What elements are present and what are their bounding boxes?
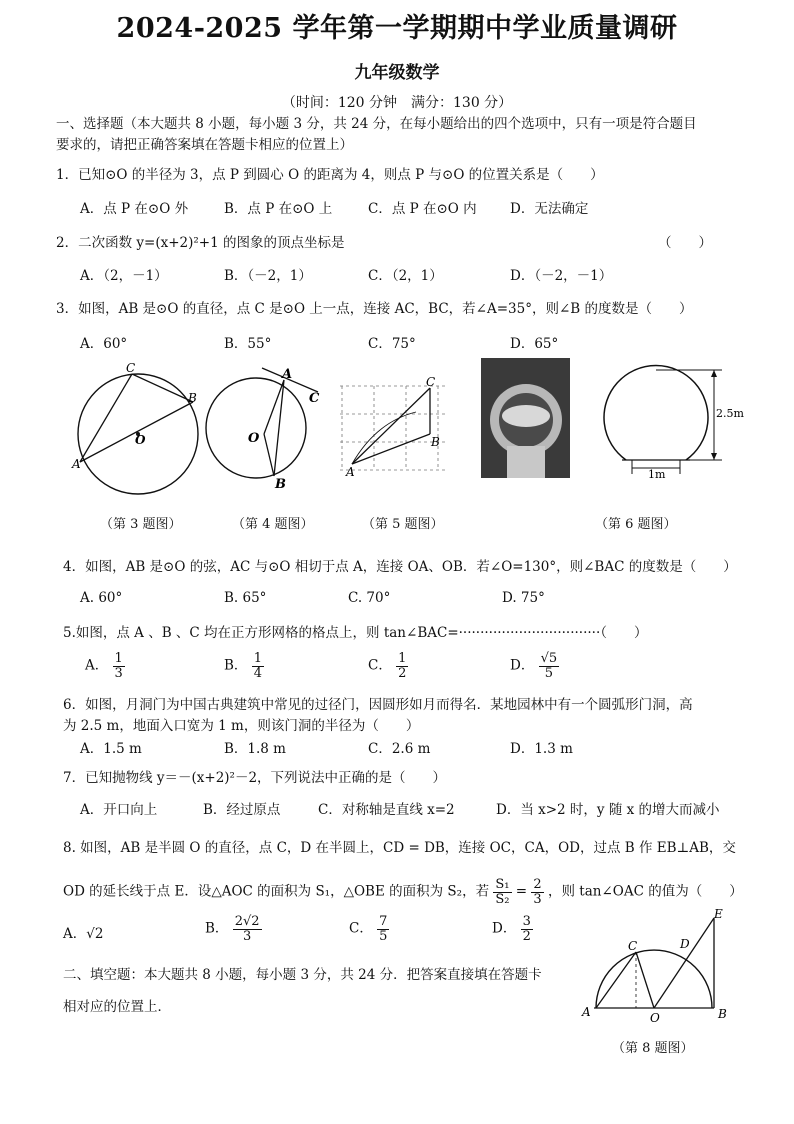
- fig3-label-a: A: [72, 457, 81, 471]
- fig6-arch-circle: [604, 366, 708, 460]
- q8-option-b: [205, 915, 262, 943]
- fig3-label-o: O: [135, 433, 146, 447]
- q8-ratio-equals: =: [515, 883, 528, 900]
- q1-option-a: A．点 P 在⊙O 外: [80, 201, 189, 217]
- q7-option-b: B．经过原点: [203, 802, 281, 818]
- fig5-arc: [352, 412, 416, 464]
- q2-option-a: A．（2，－1）: [80, 268, 168, 284]
- fig4-caption: （第 4 题图）: [232, 517, 314, 532]
- q4-stem: 4．如图，AB 是⊙O 的弦，AC 与⊙O 相切于点 A，连接 OA、OB．若∠O=130°，则∠BAC 的度数是（ ）: [63, 559, 737, 575]
- figure-q4-tangent-diagram: [206, 362, 331, 490]
- q8-option-d-fraction: $\frac{3}{2}$: [522, 914, 531, 944]
- section1-heading-line1: 一、选择题（本大题共 8 小题，每小题 3 分，共 24 分，在每小题给出的四个选项中，只有一项是符合题目: [56, 116, 697, 132]
- fig4-label-o: O: [248, 431, 260, 446]
- fig6-moon-gate-photo: [481, 358, 570, 478]
- q5-option-a-fraction: $\frac{1}{3}$: [114, 651, 123, 681]
- q8-option-d: [492, 915, 533, 943]
- q5-option-b: [224, 652, 264, 680]
- q2-option-d: D．（－2，－1）: [510, 268, 613, 284]
- fig3-chord-bc: [132, 374, 193, 402]
- figure-q3-circle-diagram: [72, 362, 202, 482]
- figure-q8-semicircle-diagram: [580, 908, 740, 1028]
- fig8-caption: （第 8 题图）: [612, 1041, 694, 1056]
- fig4-radius-ob: [264, 434, 274, 476]
- fig8-label-b: B: [718, 1007, 727, 1021]
- q5-option-b-letter: B．: [224, 657, 248, 674]
- fig8-label-d: D: [680, 937, 690, 951]
- time-and-score: （时间：120 分钟 满分：130 分）: [281, 95, 513, 111]
- fig4-label-b: B: [275, 477, 286, 492]
- q5-option-d: [510, 652, 559, 680]
- q5-option-d-fraction: $\frac{√5}{5}$: [540, 651, 558, 681]
- fig8-segment-oe: [654, 918, 714, 1008]
- fig5-segment-ac: [352, 388, 430, 464]
- q4-option-c: C. 70°: [348, 590, 391, 606]
- section2-heading-line1: 二、填空题：本大题共 8 小题，每小题 3 分，共 24 分．把答案直接填在答题卡: [63, 967, 542, 983]
- q5-option-d-letter: D．: [510, 657, 535, 674]
- q8-area-ratio: $\frac{\text{S₁}}{\text{S₂}}$: [495, 877, 510, 907]
- q5-option-a-letter: A．: [85, 657, 109, 674]
- fig8-label-o: O: [650, 1011, 660, 1025]
- fig8-label-e: E: [714, 907, 723, 921]
- q2-stem: 2．二次函数 y=(x+2)²+1 的图象的顶点坐标是: [56, 235, 345, 251]
- q8-option-b-fraction: $\frac{2√2}{3}$: [234, 914, 260, 944]
- q3-option-a: A．60°: [80, 336, 128, 352]
- figure-q6-arch-diagram: [604, 362, 754, 482]
- fig3-label-b: B: [188, 391, 197, 405]
- fig6-height-label: 2.5m: [716, 407, 744, 420]
- fig3-diameter-ab: [80, 402, 193, 462]
- q2-option-c: C．（2，1）: [368, 268, 443, 284]
- fig5-caption: （第 5 题图）: [362, 517, 444, 532]
- q8-option-b-letter: B．: [205, 920, 229, 937]
- q8-option-c-fraction: $\frac{7}{5}$: [379, 914, 388, 944]
- figure-q5-grid-diagram: [336, 372, 454, 482]
- fig4-circle: [206, 378, 306, 478]
- q1-option-b: B．点 P 在⊙O 上: [224, 201, 333, 217]
- fig6-caption: （第 6 题图）: [595, 517, 677, 532]
- section1-heading-line2: 要求的，请把正确答案填在答题卡相应的位置上）: [56, 137, 353, 153]
- q6-option-a: A．1.5 m: [80, 741, 142, 757]
- fig3-label-c: C: [126, 361, 136, 375]
- q8-option-d-letter: D．: [492, 920, 517, 937]
- q7-option-c: C．对称轴是直线 x=2: [318, 802, 455, 818]
- fig8-segment-ca: [596, 952, 636, 1008]
- q3-stem: 3．如图，AB 是⊙O 的直径，点 C 是⊙O 上一点，连接 AC，BC，若∠A=35°，则∠B 的度数是（ ）: [56, 301, 693, 317]
- q8-stem-line2-end: ，则 tan∠OAC 的值为（ ）: [547, 883, 743, 900]
- q4-option-a: A. 60°: [80, 590, 123, 606]
- fig5-label-b: B: [431, 435, 440, 449]
- q1-option-d: D．无法确定: [510, 201, 589, 217]
- fig4-label-a: A: [282, 367, 293, 382]
- q5-option-c-letter: C．: [368, 657, 392, 674]
- q7-option-d: D．当 x>2 时，y 随 x 的增大而减小: [496, 802, 720, 818]
- fig5-label-c: C: [426, 375, 436, 389]
- q8-ratio-value: $\frac{2}{3}$: [533, 877, 542, 907]
- fig8-label-a: A: [582, 1005, 591, 1019]
- q5-option-a: [85, 652, 125, 680]
- q4-option-b: B. 65°: [224, 590, 267, 606]
- q6-option-c: C．2.6 m: [368, 741, 431, 757]
- q4-option-d: D. 75°: [502, 590, 545, 606]
- q2-option-b: B．（－2，1）: [224, 268, 312, 284]
- q8-option-c-letter: C．: [349, 920, 373, 937]
- fig8-semicircle: [596, 950, 712, 1008]
- q8-stem-line2: [63, 878, 743, 906]
- q6-stem-line1: 6．如图，月洞门为中国古典建筑中常见的过径门，因圆形如月而得名．某地园林中有一个圆弧形门洞，高: [63, 697, 693, 713]
- q7-stem: 7．已知抛物线 y＝－(x+2)²－2，下列说法中正确的是（ ）: [63, 770, 447, 786]
- q1-stem: 1．已知⊙O 的半径为 3，点 P 到圆心 O 的距离为 4，则点 P 与⊙O 的位置关系是（ ）: [56, 167, 604, 183]
- section2-heading-line2: 相对应的位置上．: [63, 999, 171, 1015]
- fig6-width-label: 1m: [648, 468, 666, 481]
- q8-stem-line2-start: OD 的延长线于点 E．设△AOC 的面积为 S₁，△OBE 的面积为 S₂，若: [63, 883, 490, 900]
- q3-option-c: C．75°: [368, 336, 416, 352]
- q8-stem-line1: 8. 如图，AB 是半圆 O 的直径，点 C，D 在半圆上，CD = DB，连接 OC，CA，OD，过点 B 作 EB⊥AB，交: [63, 840, 736, 856]
- q2-answer-paren: （ ）: [658, 235, 712, 251]
- fig3-caption: （第 3 题图）: [100, 517, 182, 532]
- q5-stem: 5.如图，点 A 、B 、C 均在正方形网格的格点上，则 tan∠BAC=·································（ ）: [63, 625, 648, 641]
- exam-title: 2024-2025 学年第一学期期中学业质量调研: [116, 13, 678, 44]
- q3-option-b: B．55°: [224, 336, 272, 352]
- q3-option-d: D．65°: [510, 336, 559, 352]
- q8-option-a: A．√2: [63, 926, 104, 942]
- q1-option-c: C．点 P 在⊙O 内: [368, 201, 477, 217]
- q6-option-b: B．1.8 m: [224, 741, 286, 757]
- fig4-label-c: C: [309, 391, 320, 406]
- q8-option-c: [349, 915, 389, 943]
- q5-option-c: [368, 652, 408, 680]
- q5-option-b-fraction: $\frac{1}{4}$: [253, 651, 262, 681]
- fig5-label-a: A: [346, 465, 355, 479]
- fig5-segment-ab: [352, 434, 430, 464]
- fig8-segment-oc: [636, 952, 654, 1008]
- q5-option-c-fraction: $\frac{1}{2}$: [398, 651, 407, 681]
- exam-subtitle: 九年级数学: [354, 63, 440, 83]
- q6-stem-line2: 为 2.5 m，地面入口宽为 1 m，则该门洞的半径为（ ）: [63, 718, 420, 734]
- q6-option-d: D．1.3 m: [510, 741, 573, 757]
- fig8-label-c: C: [628, 939, 638, 953]
- q7-option-a: A．开口向上: [80, 802, 158, 818]
